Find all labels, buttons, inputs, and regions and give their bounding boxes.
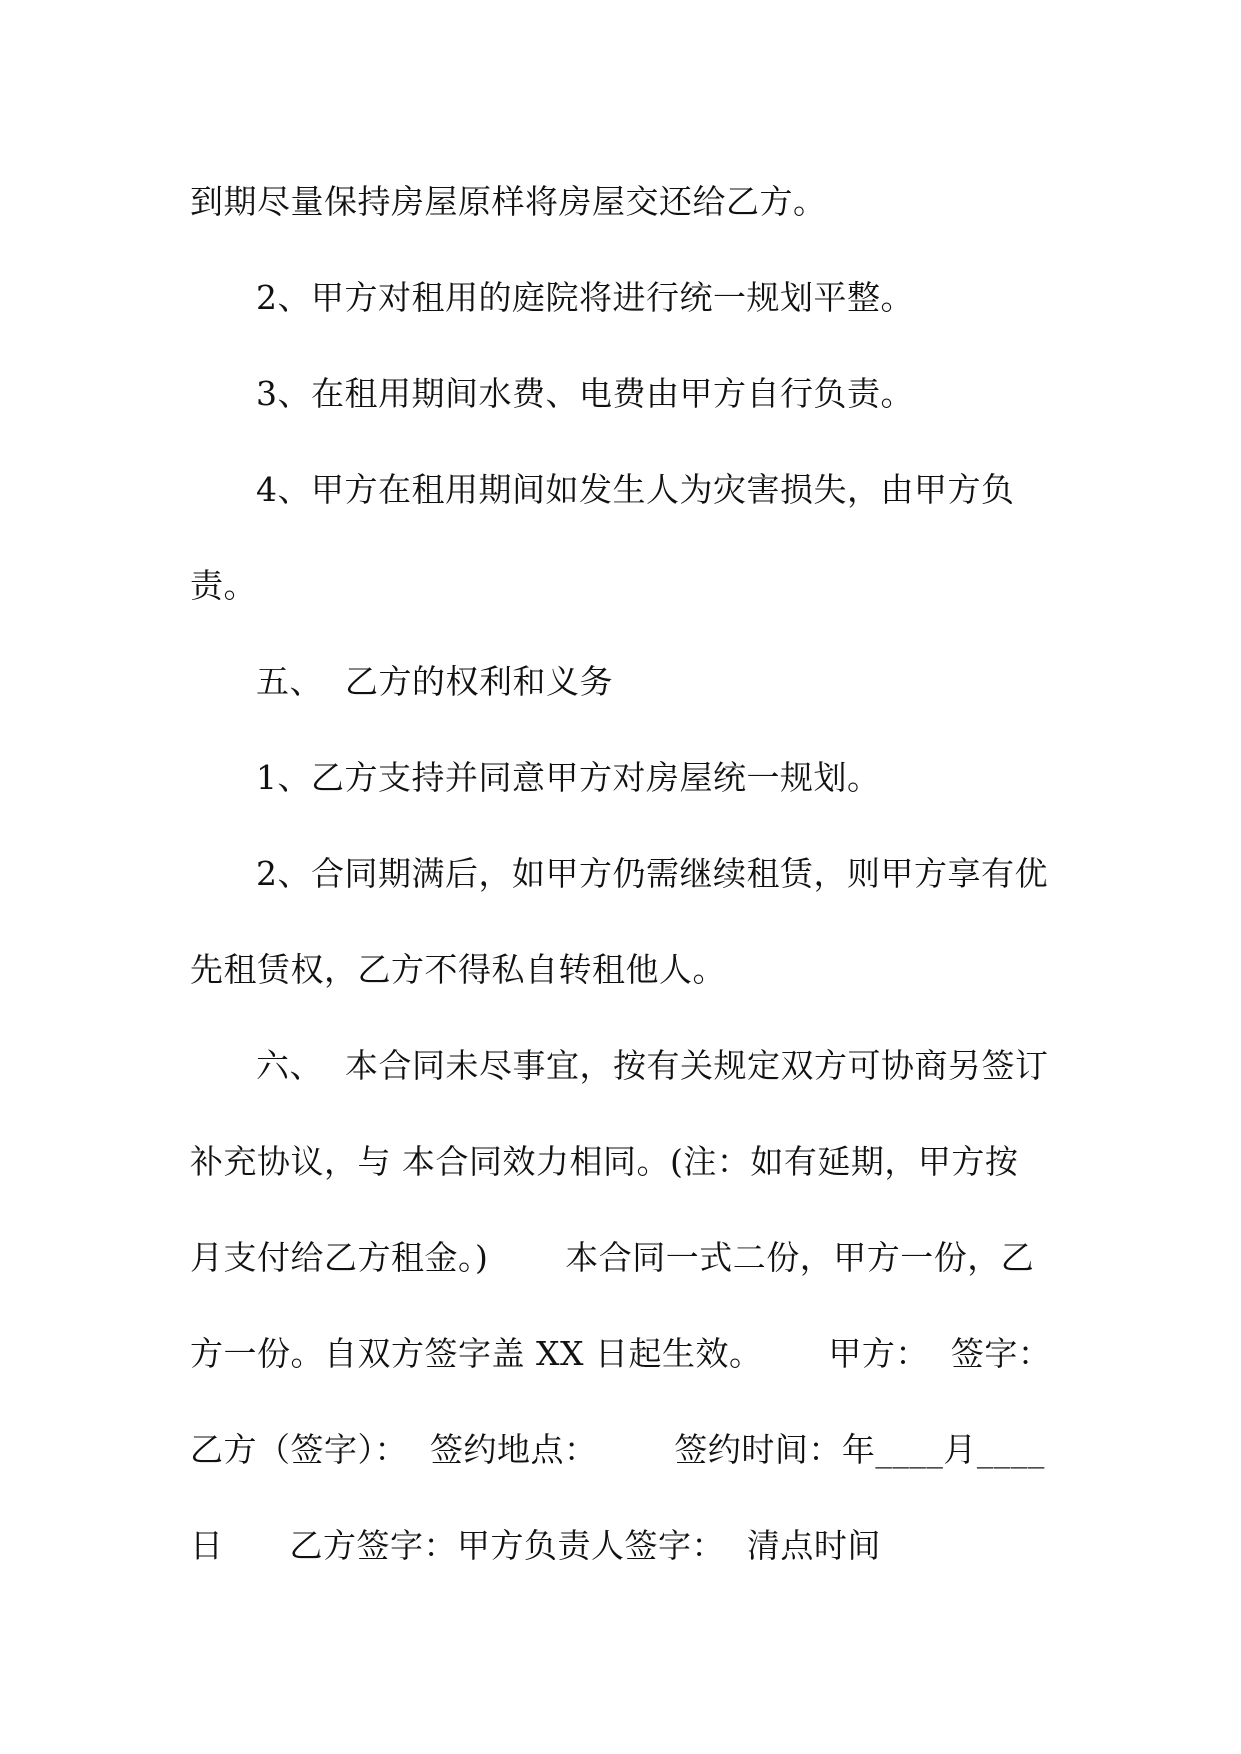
- clause-5-1: 1、乙方支持并同意甲方对房屋统一规划。: [256, 758, 881, 797]
- signature-line-2: 乙方（签字）： 签约地点： 签约时间：年____月____: [190, 1430, 1045, 1469]
- section-6-continued-1: 补充协议，与 本合同效力相同。(注：如有延期，甲方按: [190, 1142, 1019, 1181]
- clause-4-3: 3、在租用期间水费、电费由甲方自行负责。: [256, 374, 914, 413]
- section-5-heading: 五、 乙方的权利和义务: [256, 662, 613, 701]
- section-6-text: 六、 本合同未尽事宜，按有关规定双方可协商另签订: [256, 1046, 1049, 1085]
- clause-5-2-continued: 先租赁权，乙方不得私自转租他人。: [190, 950, 726, 989]
- signature-line-3: 日 乙方签字：甲方负责人签字： 清点时间: [190, 1526, 881, 1565]
- text-line-1: 到期尽量保持房屋原样将房屋交还给乙方。: [190, 182, 827, 221]
- clause-5-2: 2、合同期满后，如甲方仍需继续租赁，则甲方享有优: [256, 854, 1048, 893]
- clause-4-4-continued: 责。: [190, 566, 257, 605]
- section-6-continued-2: 月支付给乙方租金。) 本合同一式二份，甲方一份，乙: [190, 1238, 1035, 1277]
- clause-4-4: 4、甲方在租用期间如发生人为灾害损失，由甲方负: [256, 470, 1015, 509]
- clause-4-2: 2、甲方对租用的庭院将进行统一规划平整。: [256, 278, 914, 317]
- signature-line-1: 方一份。自双方签字盖 XX 日起生效。 甲方： 签字：: [190, 1334, 1052, 1373]
